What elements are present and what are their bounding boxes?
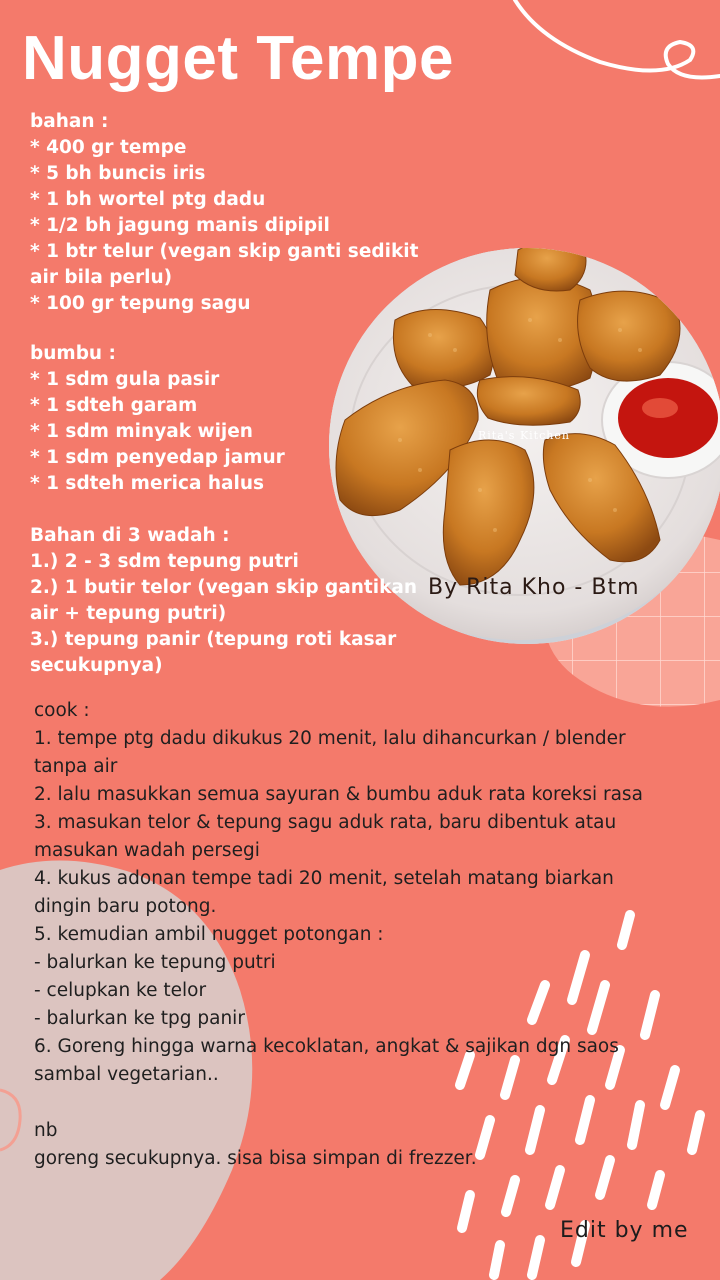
bahan-line: * 1 bh wortel ptg dadu — [30, 189, 266, 210]
cook-line: 3. masukan telor & tepung sagu aduk rata, baru dibentuk atau — [34, 812, 617, 833]
bahan-line: * 100 gr tepung sagu — [30, 293, 251, 314]
cook-line: 1. tempe ptg dadu dikukus 20 menit, lalu dihancurkan / blender — [34, 728, 626, 749]
photo-watermark: Rita's Kitchen — [478, 429, 570, 442]
bahan-line: * 400 gr tempe — [30, 137, 187, 158]
bahan-line: * 1 btr telur (vegan skip ganti sedikit — [30, 241, 419, 262]
bumbu-line: * 1 sdteh merica halus — [30, 473, 265, 494]
cook-line: - balurkan ke tepung putri — [34, 952, 276, 973]
cook-line: - celupkan ke telor — [34, 980, 207, 1001]
wadah-line: 3.) tepung panir (tepung roti kasar — [30, 629, 397, 650]
edit-by-credit: Edit by me — [560, 1218, 689, 1243]
bahan-line: air bila perlu) — [30, 267, 173, 288]
bahan-line: * 5 bh buncis iris — [30, 163, 206, 184]
page-title: Nugget Tempe — [22, 24, 454, 93]
cook-line: masukan wadah persegi — [34, 840, 260, 861]
cook-section — [34, 697, 714, 1173]
cook-line — [34, 1089, 714, 1117]
cook-line: tanpa air — [34, 756, 118, 777]
cook-heading: cook : — [34, 700, 90, 721]
bumbu-heading: bumbu : — [30, 343, 116, 364]
wadah-section — [30, 523, 417, 679]
wadah-line: air + tepung putri) — [30, 603, 227, 624]
wadah-heading: Bahan di 3 wadah : — [30, 525, 230, 546]
wadah-line: secukupnya) — [30, 655, 163, 676]
wadah-line: 1.) 2 - 3 sdm tepung putri — [30, 551, 299, 572]
cook-line: 6. Goreng hingga warna kecoklatan, angkat & sajikan dgn saos — [34, 1036, 619, 1057]
bumbu-line: * 1 sdm minyak wijen — [30, 421, 253, 442]
bumbu-line: * 1 sdm gula pasir — [30, 369, 220, 390]
swirl-line — [515, 0, 720, 78]
cook-line: 4. kukus adonan tempe tadi 20 menit, setelah matang biarkan — [34, 868, 614, 889]
cook-line: goreng secukupnya. sisa bisa simpan di frezzer. — [34, 1148, 477, 1169]
bahan-line: * 1/2 bh jagung manis dipipil — [30, 215, 330, 236]
cook-line: - balurkan ke tpg panir — [34, 1008, 245, 1029]
cook-line: nb — [34, 1120, 58, 1141]
cook-line: dingin baru potong. — [34, 896, 217, 917]
byline: By Rita Kho - Btm — [428, 575, 640, 600]
cook-line: 5. kemudian ambil nugget potongan : — [34, 924, 384, 945]
wadah-line: 2.) 1 butir telor (vegan skip gantikan — [30, 577, 418, 598]
bumbu-section — [30, 341, 285, 497]
cook-line: 2. lalu masukkan semua sayuran & bumbu aduk rata koreksi rasa — [34, 784, 643, 805]
bahan-heading: bahan : — [30, 111, 109, 132]
cook-line: sambal vegetarian.. — [34, 1064, 219, 1085]
bumbu-line: * 1 sdm penyedap jamur — [30, 447, 285, 468]
bahan-section — [30, 109, 418, 317]
bumbu-line: * 1 sdteh garam — [30, 395, 198, 416]
